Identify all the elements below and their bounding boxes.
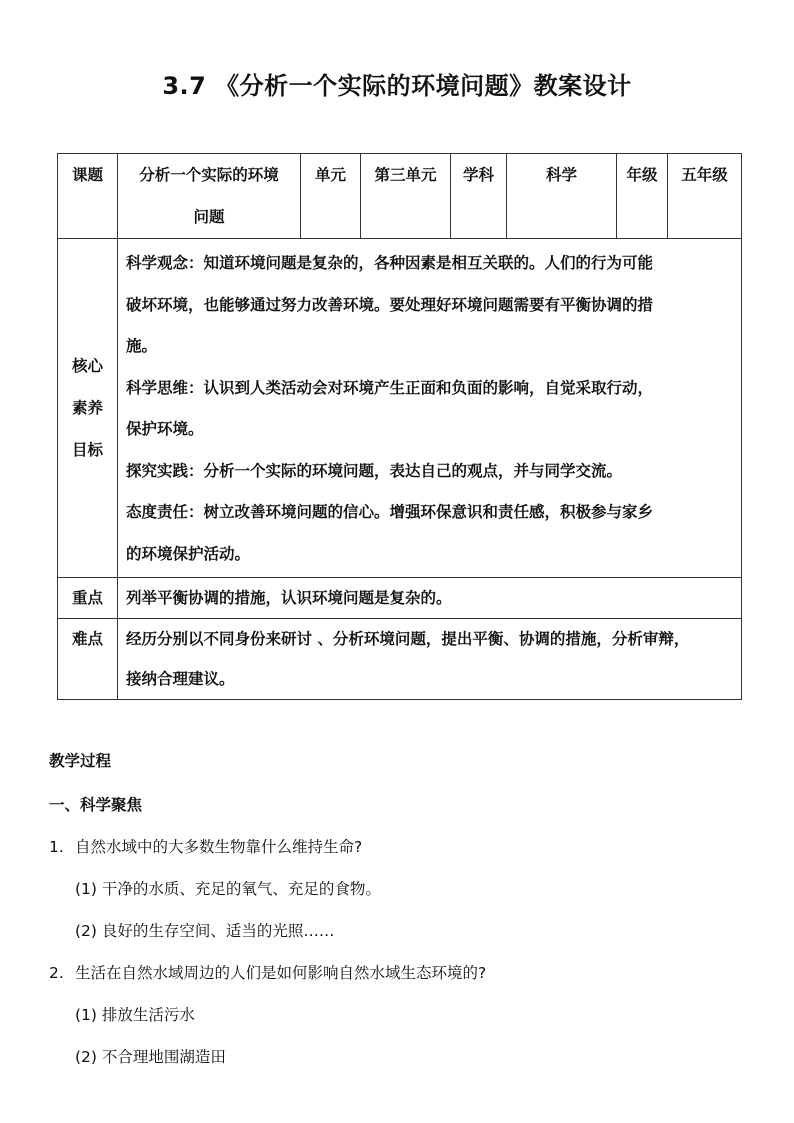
- label-subject: 学科: [451, 154, 507, 239]
- difficult-line-2: 接纳合理建议。: [126, 670, 235, 688]
- answer-item: (1) 干净的水质、充足的氧气、充足的食物。: [75, 880, 381, 898]
- goals-content: [118, 239, 742, 578]
- answer-item: (2) 良好的生存空间、适当的光照……: [75, 922, 335, 940]
- question-1: [49, 826, 486, 868]
- question-text: 自然水域中的大多数生物靠什么维持生命?: [75, 838, 363, 856]
- label-goals-line-1: 核心: [71, 357, 103, 375]
- table-row-header: [58, 154, 742, 239]
- question-number: 1.: [49, 838, 64, 856]
- goal-line: 施。: [126, 337, 158, 355]
- value-topic: [118, 154, 301, 239]
- teaching-process: [49, 744, 486, 1078]
- answer-item: (1) 排放生活污水: [75, 1006, 195, 1024]
- goal-line: 科学观念：知道环境问题是复杂的，各种因素是相互关联的。人们的行为可能: [126, 254, 654, 272]
- goal-line: 破坏环境，也能够通过努力改善环境。要处理好环境问题需要有平衡协调的措: [126, 295, 654, 314]
- question-text: 生活在自然水域周边的人们是如何影响自然水域生态环境的?: [75, 964, 487, 982]
- label-goals: [58, 239, 118, 578]
- goal-line: 保护环境。: [126, 420, 204, 438]
- lesson-info-table: [57, 153, 742, 700]
- label-topic: 课题: [58, 154, 118, 239]
- label-unit: 单元: [301, 154, 361, 239]
- goal-line: 科学思维：认识到人类活动会对环境产生正面和负面的影响，自觉采取行动，: [126, 378, 654, 397]
- label-goals-line-2: 素养: [71, 399, 103, 417]
- label-goals-line-3: 目标: [71, 441, 103, 459]
- goal-line: 探究实践：分析一个实际的环境问题，表达自己的观点，并与同学交流。: [126, 461, 623, 480]
- value-unit: 第三单元: [361, 154, 451, 239]
- label-difficult: 难点: [58, 619, 118, 700]
- value-subject: 科学: [507, 154, 617, 239]
- value-grade: 五年级: [668, 154, 742, 239]
- difficult-line-1: 经历分别以不同身份来研讨 、分析环境问题，提出平衡、协调的措施，分析审辩，: [126, 630, 690, 648]
- answer-item: (2) 不合理地围湖造田: [75, 1048, 226, 1066]
- page-title: 3.7 《分析一个实际的环境问题》教案设计: [162, 72, 632, 100]
- process-heading: 教学过程: [49, 752, 112, 770]
- question-number: 2.: [49, 964, 64, 982]
- goal-line: 态度责任：树立改善环境问题的信心。增强环保意识和责任感，积极参与家乡: [126, 503, 654, 521]
- label-key: 重点: [58, 578, 118, 619]
- topic-line-2: 问题: [193, 208, 225, 226]
- topic-line-1: 分析一个实际的环境: [139, 166, 279, 184]
- table-row-difficult: [58, 619, 742, 700]
- label-grade: 年级: [617, 154, 668, 239]
- goal-line: 的环境保护活动。: [126, 544, 251, 563]
- key-content: 列举平衡协调的措施，认识环境问题是复杂的。: [118, 578, 742, 619]
- question-2: [49, 952, 486, 994]
- section-heading: 一、科学聚焦: [49, 796, 143, 814]
- table-row-key: [58, 578, 742, 619]
- table-row-goals: [58, 239, 742, 578]
- difficult-content: [118, 619, 742, 700]
